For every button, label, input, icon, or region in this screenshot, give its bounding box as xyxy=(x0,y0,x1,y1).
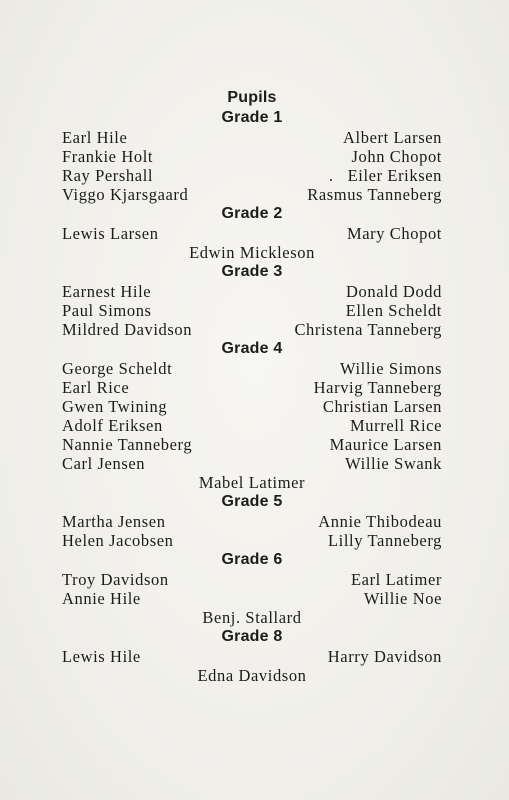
pupil-row-centered xyxy=(62,608,442,627)
pupil-row xyxy=(62,301,442,320)
pupil-row xyxy=(62,166,442,185)
pupil-name: Frankie Holt xyxy=(62,147,154,166)
pupil-name: Donald Dodd xyxy=(346,282,442,301)
grade-section xyxy=(62,550,442,627)
pupil-name: Earl Hile xyxy=(62,128,128,147)
grade-section xyxy=(62,204,442,262)
grade-heading: Grade 5 xyxy=(221,493,283,510)
pupil-row xyxy=(62,416,442,435)
pupil-name: Viggo Kjarsgaard xyxy=(62,185,189,204)
pupil-name: Harry Davidson xyxy=(327,647,442,666)
pupil-name: Mary Chopot xyxy=(346,224,442,243)
pupil-name: Troy Davidson xyxy=(62,570,169,589)
pupil-name: Lewis Hile xyxy=(62,647,141,666)
pupil-row xyxy=(62,570,442,589)
pupil-row xyxy=(62,282,442,301)
grade-section xyxy=(62,339,442,492)
pupil-name: Mildred Davidson xyxy=(62,320,193,339)
pupil-name: Ellen Scheldt xyxy=(345,301,442,320)
pupil-name: Willie Swank xyxy=(345,454,442,473)
grade-section xyxy=(62,627,442,685)
pupil-name: Mabel Latimer xyxy=(198,473,306,492)
pupil-row xyxy=(62,647,442,666)
grade-heading: Grade 4 xyxy=(221,340,283,357)
pupil-row-centered xyxy=(62,473,442,492)
pupil-name: Lewis Larsen xyxy=(62,224,159,243)
grade-heading: Grade 6 xyxy=(221,551,283,568)
pupil-row xyxy=(62,397,442,416)
pupil-name: Benj. Stallard xyxy=(202,608,302,627)
pupil-name: Nannie Tanneberg xyxy=(62,435,193,454)
pupil-name: Edna Davidson xyxy=(197,666,307,685)
pupil-name: Annie Thibodeau xyxy=(318,512,442,531)
pupil-name: Earl Rice xyxy=(62,378,130,397)
pupil-row xyxy=(62,531,442,550)
pupil-name: Harvig Tanneberg xyxy=(313,378,442,397)
pupil-name: Gwen Twining xyxy=(62,397,168,416)
pupil-name: Ray Pershall xyxy=(62,166,154,185)
grade-heading: Grade 2 xyxy=(221,205,283,222)
grade-heading: Grade 3 xyxy=(221,263,283,280)
pupil-row-centered xyxy=(62,666,442,685)
pupil-row xyxy=(62,589,442,608)
pupil-row xyxy=(62,359,442,378)
pupil-name: Eiler Eriksen xyxy=(347,166,442,185)
grade-section xyxy=(62,492,442,550)
pupil-name: Annie Hile xyxy=(62,589,141,608)
pupil-name: Earnest Hile xyxy=(62,282,152,301)
grade-section xyxy=(62,108,442,204)
grade-heading: Grade 8 xyxy=(221,628,283,645)
grade-section xyxy=(62,262,442,339)
pupil-name: Maurice Larsen xyxy=(329,435,442,454)
pupil-name: Albert Larsen xyxy=(343,128,442,147)
pupil-list xyxy=(62,88,442,685)
pupil-name: Edwin Mickleson xyxy=(189,243,315,262)
pupil-name: John Chopot xyxy=(351,147,442,166)
pupil-name: Rasmus Tanneberg xyxy=(307,185,442,204)
pupil-name: Paul Simons xyxy=(62,301,152,320)
pupil-row xyxy=(62,128,442,147)
pupil-row xyxy=(62,224,442,243)
pupil-row xyxy=(62,147,442,166)
pupil-name: Christena Tanneberg xyxy=(294,320,442,339)
grade-heading: Grade 1 xyxy=(221,109,283,126)
pupil-row xyxy=(62,454,442,473)
pupil-row xyxy=(62,185,442,204)
pupil-name: Murrell Rice xyxy=(350,416,442,435)
pupil-name: Helen Jacobsen xyxy=(62,531,174,550)
pupil-name: Lilly Tanneberg xyxy=(327,531,442,550)
pupil-name: Willie Noe xyxy=(363,589,442,608)
pupil-row xyxy=(62,512,442,531)
pupil-row xyxy=(62,320,442,339)
pupil-row-centered xyxy=(62,243,442,262)
pupil-row xyxy=(62,378,442,397)
pupil-name: George Scheldt xyxy=(62,359,173,378)
pupil-name: Christian Larsen xyxy=(322,397,442,416)
pupil-name: Willie Simons xyxy=(339,359,442,378)
pupil-name: Carl Jensen xyxy=(62,454,146,473)
page-title: Pupils xyxy=(227,89,277,106)
pupil-name: Martha Jensen xyxy=(62,512,166,531)
pupil-row xyxy=(62,435,442,454)
stray-dot: . xyxy=(328,166,334,185)
pupil-name: Adolf Eriksen xyxy=(62,416,163,435)
pupil-name: Earl Latimer xyxy=(350,570,442,589)
